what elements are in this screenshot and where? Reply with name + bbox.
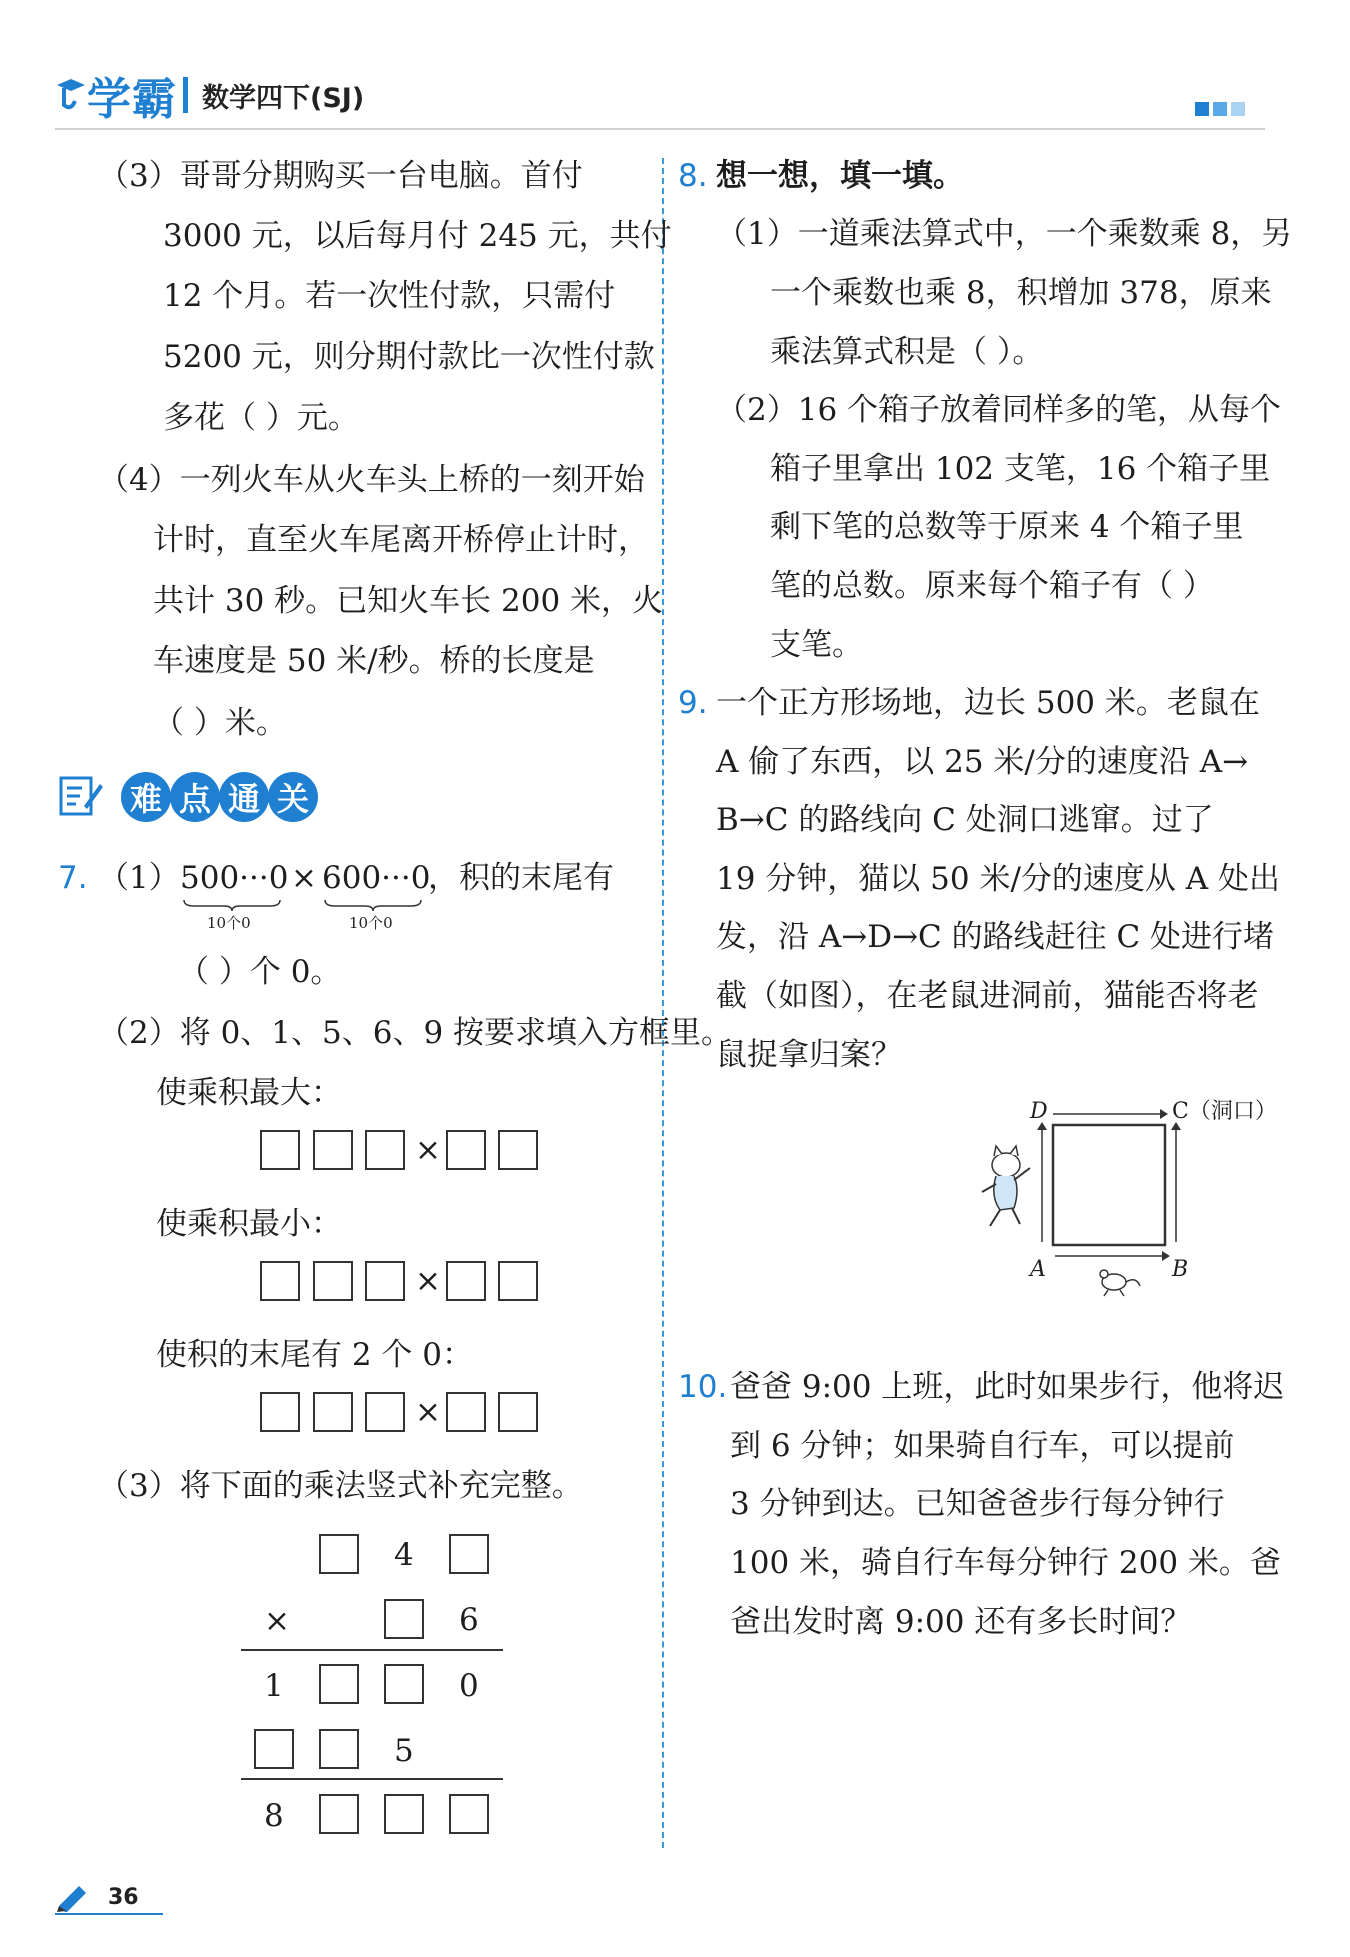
q4-line-3: 共计 30 秒。已知火车长 200 米，火: [153, 583, 664, 619]
q10-line-4: 100 米，骑自行车每分钟行 200 米。爸: [730, 1545, 1281, 1581]
vert-r4-right: 5: [394, 1733, 414, 1769]
header-rule: [55, 128, 1265, 130]
label-a: A: [1030, 1257, 1046, 1282]
square-field: [1053, 1125, 1165, 1245]
q8-title: 想一想，填一填。: [716, 158, 964, 194]
header-square-3: [1231, 102, 1245, 116]
q8-p2-line-1: （2）16 个箱子放着同样多的笔，从每个: [716, 392, 1282, 428]
q10-line-1: 爸爸 9:00 上班，此时如果步行，他将迟: [730, 1369, 1285, 1405]
min-box-2[interactable]: [313, 1261, 353, 1301]
section-title-char-2: 点: [170, 772, 220, 822]
page-header: [55, 66, 1265, 128]
header-square-1: [1195, 102, 1209, 116]
zero-box-1[interactable]: [260, 1392, 300, 1432]
vert-rule-1: [241, 1649, 503, 1651]
q7-p1-times: ×: [291, 860, 317, 896]
max-box-1[interactable]: [260, 1130, 300, 1170]
pencil-icon: [55, 1882, 91, 1912]
q7-p3: （3）将下面的乘法竖式补充完整。: [98, 1468, 583, 1504]
q4-line-4: 车速度是 50 米/秒。桥的长度是: [153, 643, 595, 679]
q9-line-1: 一个正方形场地，边长 500 米。老鼠在: [716, 685, 1260, 721]
footer-rule: [55, 1913, 163, 1915]
q4-line-5: （ ）米。: [153, 705, 287, 741]
q8-p2-line-2: 箱子里拿出 102 支笔，16 个箱子里: [770, 451, 1271, 487]
max-label: 使乘积最大：: [156, 1075, 342, 1111]
mouse-icon: [1090, 1262, 1144, 1298]
q10-line-2: 到 6 分钟；如果骑自行车，可以提前: [730, 1428, 1235, 1464]
q4-line-2: 计时，直至火车尾离开桥停止计时，: [153, 522, 649, 558]
page-number: 36: [108, 1885, 139, 1910]
q9-line-7: 鼠捉拿归案？: [716, 1037, 902, 1073]
min-times: ×: [415, 1263, 441, 1299]
section-title-char-1: 难: [121, 772, 171, 822]
q8-p2-line-4: 笔的总数。原来每个箱子有（ ）: [770, 568, 1214, 604]
q8-p2-line-5: 支笔。: [770, 627, 863, 663]
q7-p1-suffix: ，积的末尾有: [428, 860, 614, 896]
min-box-4[interactable]: [446, 1261, 486, 1301]
q9-line-2: A 偷了东西，以 25 米/分的速度沿 A→: [716, 744, 1249, 780]
vert-box-r3-2[interactable]: [319, 1664, 359, 1704]
q10-number: 10.: [678, 1369, 728, 1405]
q3-line-1: （3）哥哥分期购买一台电脑。首付: [98, 158, 583, 194]
label-c: C（洞口）: [1172, 1099, 1277, 1124]
min-label: 使乘积最小：: [156, 1206, 342, 1242]
vert-r5-left: 8: [264, 1798, 284, 1834]
q8-p1-line-3: 乘法算式积是（ ）。: [770, 334, 1044, 370]
vert-box-r4-1[interactable]: [254, 1729, 294, 1769]
logo-divider: [183, 77, 188, 113]
max-box-2[interactable]: [313, 1130, 353, 1170]
q9-line-4: 19 分钟，猫以 50 米/分的速度从 A 处出: [716, 861, 1280, 897]
q7-p1-num1: 500···0: [180, 860, 289, 896]
mortarboard-icon: [55, 77, 85, 113]
vert-box-r5-3[interactable]: [384, 1794, 424, 1834]
zero-label: 使积的末尾有 2 个 0：: [156, 1337, 474, 1373]
q3-line-3: 12 个月。若一次性付款，只需付: [163, 278, 616, 314]
max-box-3[interactable]: [365, 1130, 405, 1170]
q8-p1-line-2: 一个乘数也乘 8，积增加 378，原来: [770, 275, 1272, 311]
q3-line-5: 多花（ ）元。: [163, 400, 359, 436]
section-title-char-3: 通: [219, 772, 269, 822]
q8-p2-line-3: 剩下笔的总数等于原来 4 个箱子里: [770, 509, 1244, 545]
zero-box-3[interactable]: [365, 1392, 405, 1432]
vert-r2-right: 6: [459, 1602, 479, 1638]
q9-line-5: 发，沿 A→D→C 的路线赶往 C 处进行堵: [716, 919, 1275, 955]
section-title-char-4: 关: [268, 772, 318, 822]
q7-p1-num2: 600···0: [322, 860, 431, 896]
underbrace-1: [182, 898, 282, 912]
vert-box-r5-2[interactable]: [319, 1794, 359, 1834]
label-d: D: [1030, 1099, 1048, 1124]
notebook-pen-icon: [58, 774, 104, 818]
vert-box-r5-4[interactable]: [449, 1794, 489, 1834]
zero-box-2[interactable]: [313, 1392, 353, 1432]
logo-text: 学霸: [87, 74, 177, 125]
label-b: B: [1172, 1257, 1189, 1282]
q9-line-6: 截（如图），在老鼠进洞前，猫能否将老: [716, 978, 1259, 1014]
min-box-1[interactable]: [260, 1261, 300, 1301]
zero-box-5[interactable]: [498, 1392, 538, 1432]
vert-box-r3-3[interactable]: [384, 1664, 424, 1704]
vert-r3-left: 1: [264, 1668, 284, 1704]
q7-p2: （2）将 0、1、5、6、9 按要求填入方框里。: [98, 1015, 733, 1051]
q8-number: 8.: [678, 158, 708, 194]
vert-box-r4-2[interactable]: [319, 1729, 359, 1769]
q7-number: 7.: [58, 860, 88, 896]
vert-box-r1-3[interactable]: [449, 1534, 489, 1574]
brace-note-1: 10个0: [207, 914, 251, 932]
cat-icon: [976, 1140, 1038, 1232]
vert-box-r1-1[interactable]: [319, 1534, 359, 1574]
q7-p1-answer: （ ）个 0。: [178, 954, 342, 990]
underbrace-2: [323, 898, 423, 912]
zero-times: ×: [415, 1394, 441, 1430]
min-box-3[interactable]: [365, 1261, 405, 1301]
vert-r1-mid: 4: [394, 1537, 414, 1573]
q10-line-3: 3 分钟到达。已知爸爸步行每分钟行: [730, 1486, 1225, 1522]
book-title: 数学四下(SJ): [202, 82, 365, 114]
q9-line-3: B→C 的路线向 C 处洞口逃窜。过了: [716, 802, 1214, 838]
q10-line-5: 爸出发时离 9:00 还有多长时间？: [730, 1604, 1192, 1640]
min-box-5[interactable]: [498, 1261, 538, 1301]
max-times: ×: [415, 1132, 441, 1168]
vert-r2-op: ×: [264, 1603, 290, 1639]
brace-note-2: 10个0: [349, 914, 393, 932]
q4-line-1: （4）一列火车从火车头上桥的一刻开始: [98, 462, 645, 498]
zero-box-4[interactable]: [446, 1392, 486, 1432]
brand-logo: [55, 66, 364, 124]
vert-box-r2-2[interactable]: [384, 1599, 424, 1639]
column-divider: [662, 158, 664, 1848]
q3-line-2: 3000 元，以后每月付 245 元，共付: [163, 218, 672, 254]
q9-number: 9.: [678, 685, 708, 721]
q7-p1-prefix: （1）: [98, 860, 180, 896]
max-box-5[interactable]: [498, 1130, 538, 1170]
max-box-4[interactable]: [446, 1130, 486, 1170]
vert-r3-right: 0: [459, 1668, 479, 1704]
vert-rule-2: [241, 1778, 503, 1780]
q8-p1-line-1: （1）一道乘法算式中，一个乘数乘 8，另: [716, 216, 1293, 252]
header-square-2: [1213, 102, 1227, 116]
q3-line-4: 5200 元，则分期付款比一次性付款: [163, 339, 655, 375]
